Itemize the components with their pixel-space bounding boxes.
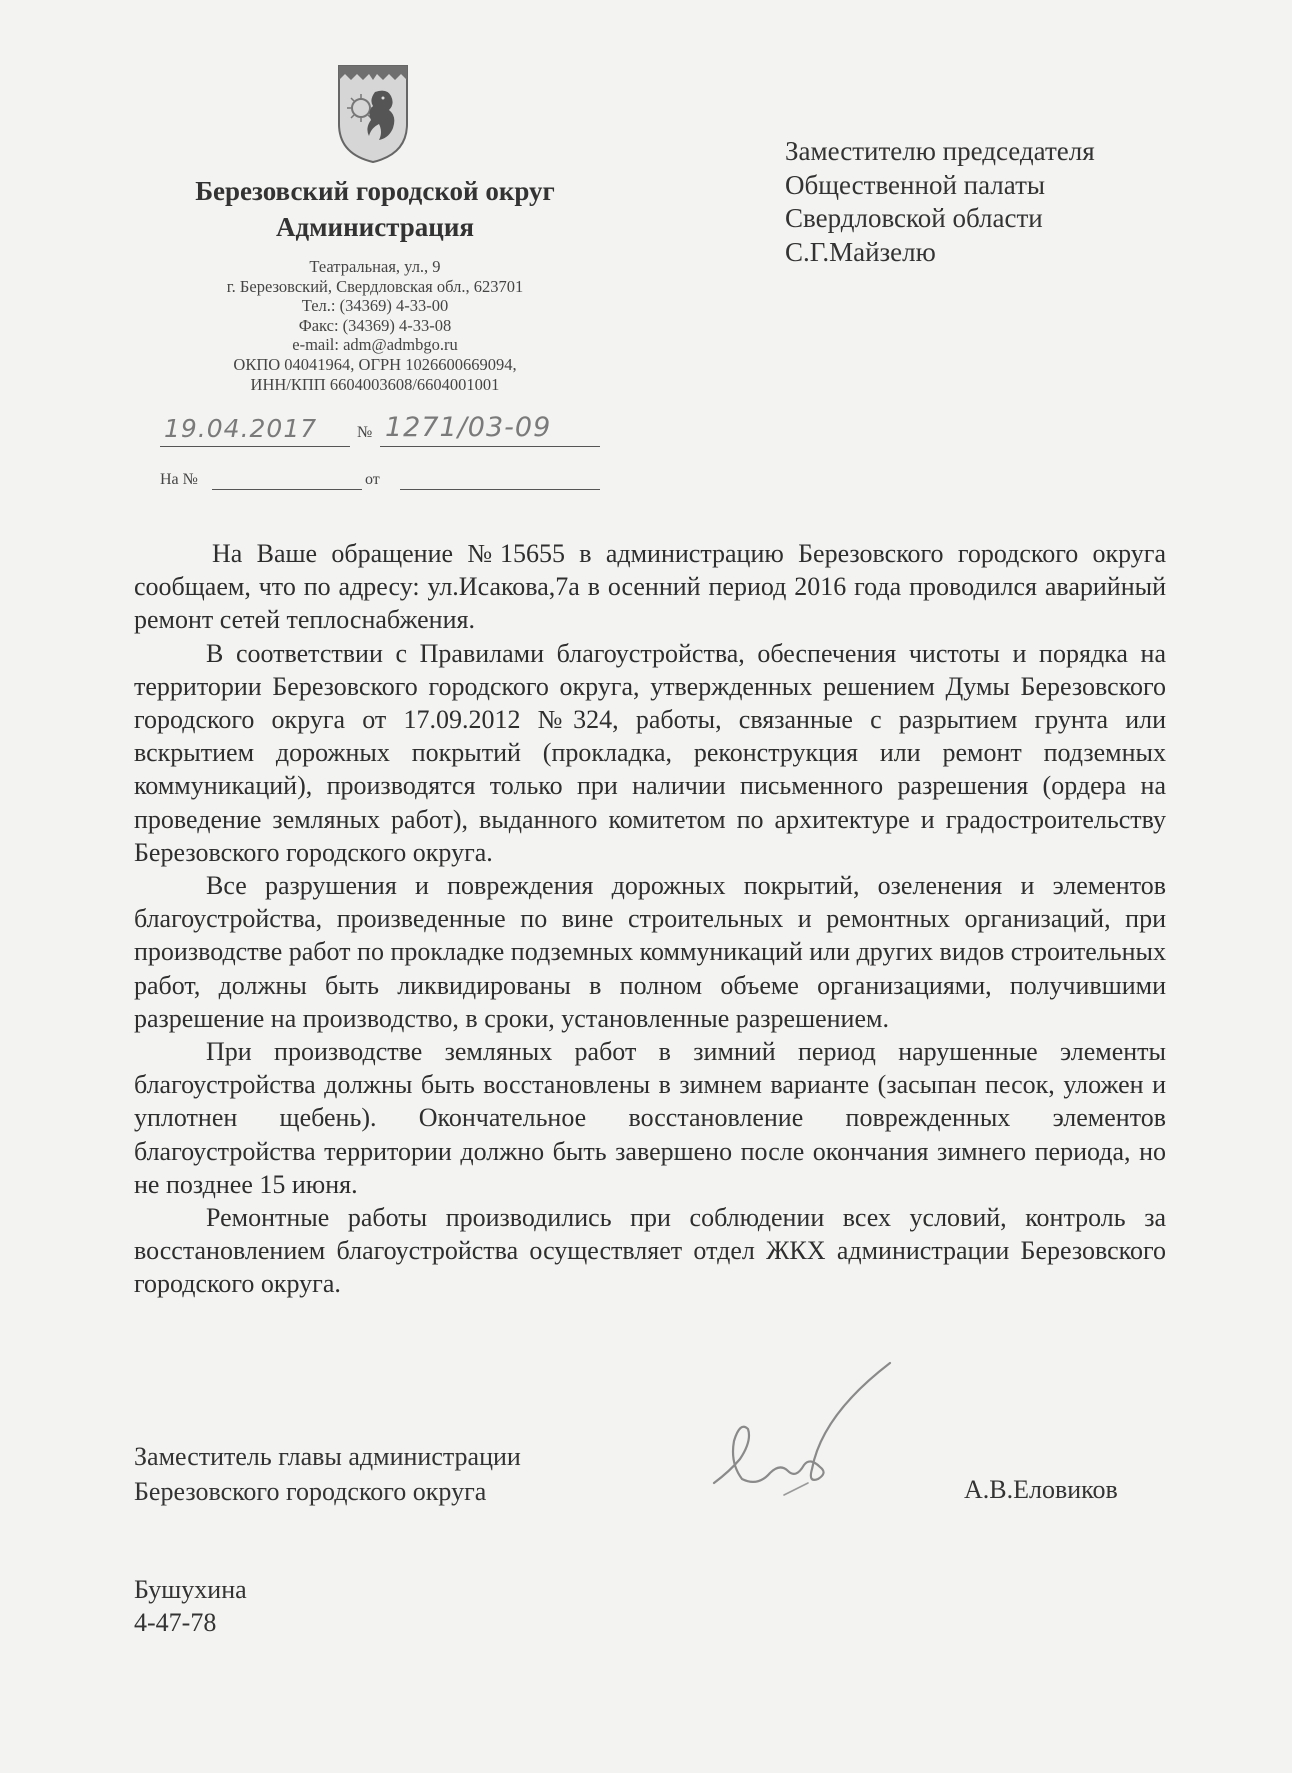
handwritten-signature (700, 1355, 960, 1515)
addressee-line: Свердловской области (785, 203, 1043, 233)
address-line: г. Березовский, Свердловская обл., 623701 (226, 276, 524, 296)
okpo-ogrn-line: ОКПО 04041964, ОГРН 1026600669094, (233, 354, 517, 374)
signer-position-line: Березовского городского округа (134, 1477, 487, 1506)
addressee-name: С.Г.Майзелю (785, 236, 936, 267)
executor-name: Бушухина (134, 1575, 247, 1604)
organization-name: Березовский городской округ (195, 176, 555, 206)
registration-line (160, 412, 600, 448)
reference-date-label: от (365, 471, 380, 488)
body-paragraph: В соответствии с Правилами благоустройства, обеспечения чистоты и порядка на территории Березовского городского округа, утвержденных решением Думы Березовского городского округа от 17.09.2012 №324, работы, связанные с разрытием грунта или вскрытием дорожных покрытий (прокладка, реконструкция или ремонт подземных коммуникаций), производятся только при наличии письменного разрешения (ордера на проведение земляных работ), выданного комитетом по архитектуре и градостроительству Березовского городского округа. (134, 638, 1166, 867)
addressee-block (785, 135, 1095, 269)
coat-of-arms-icon (335, 62, 411, 164)
phone-line: Тел.: (34369) 4-33-00 (301, 296, 449, 316)
body-paragraph: Ремонтные работы производились при соблюдении всех условий, контроль за восстановлением благоустройства осуществляет отдел ЖКХ администрации Березовского городского округа. (134, 1203, 1166, 1299)
email-line: e-mail: adm@admbgo.ru (292, 335, 458, 355)
registration-number-label: № (357, 424, 373, 441)
signer-name: А.В.Еловиков (964, 1475, 1118, 1504)
letter-body (134, 537, 1166, 1301)
registration-number: 1271/03-09 (385, 412, 552, 443)
body-paragraph: На Ваше обращение №15655 в администрацию Березовского городского округа сообщаем, что по адресу: ул.Исакова,7а в осенний период 2016 года проводился аварийный ремонт сетей теплоснабжения. (134, 539, 1166, 635)
addressee-line: Заместителю председателя (785, 136, 1095, 166)
reference-line (160, 471, 600, 495)
inn-kpp-line: ИНН/КПП 6604003608/6604001001 (250, 374, 500, 394)
executor-block (134, 1573, 247, 1639)
signer-position (134, 1439, 521, 1509)
reference-number-label: На № (160, 471, 198, 488)
body-paragraph: При производстве земляных работ в зимний период нарушенные элементы благоустройства должны быть восстановлены в зимнем варианте (засыпан песок, уложен и уплотнен щебень). Окончательное восстановление поврежденных элементов благоустройства территории должно быть завершено после окончания зимнего периода, но не позднее 15 июня. (134, 1037, 1166, 1199)
signer-position-line: Заместитель главы администрации (134, 1442, 521, 1471)
fax-line: Факс: (34369) 4-33-08 (298, 315, 452, 335)
executor-phone: 4-47-78 (134, 1608, 217, 1637)
body-paragraph: Все разрушения и повреждения дорожных покрытий, озеленения и элементов благоустройства, произведенные по вине строительных и ремонтных организаций, при производстве работ по прокладке подземных коммуникаций или других видов строительных работ, должны быть ликвидированы в полном объеме организациями, получившими разрешение на производство, в сроки, установленные разрешением. (134, 871, 1166, 1033)
registration-date: 19.04.2017 (164, 414, 318, 443)
address-line: Театральная, ул., 9 (309, 257, 441, 276)
organization-address-block (150, 257, 600, 394)
addressee-line: Общественной палаты (785, 169, 1046, 200)
organization-department: Администрация (275, 212, 475, 242)
